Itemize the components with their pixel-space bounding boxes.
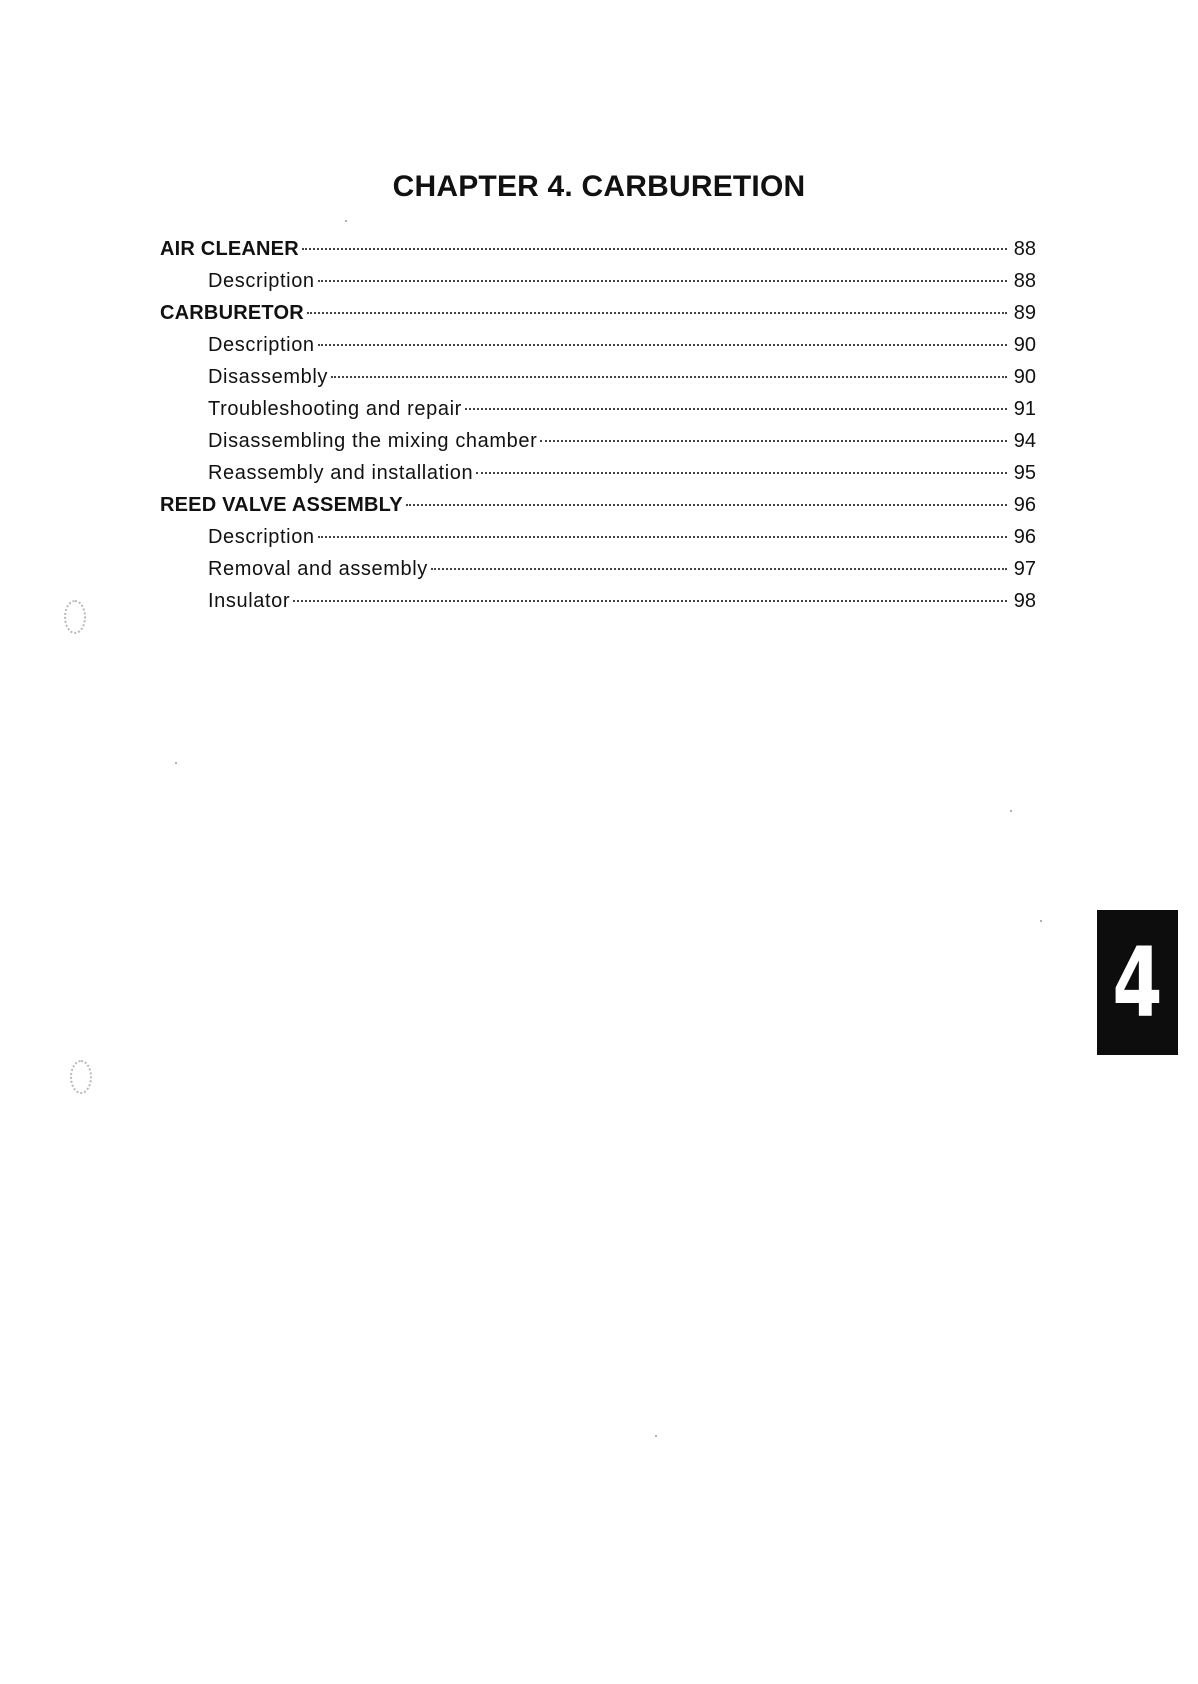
toc-subsection-entry[interactable] bbox=[160, 425, 1036, 457]
toc-dot-leader bbox=[318, 344, 1007, 346]
toc-entry-label: Insulator bbox=[208, 590, 291, 612]
toc-entry-label: Description bbox=[208, 270, 315, 292]
scan-speck bbox=[345, 220, 347, 222]
toc-subsection-entry[interactable] bbox=[160, 585, 1036, 617]
scan-speck bbox=[1010, 810, 1012, 812]
toc-subsection-entry[interactable] bbox=[160, 553, 1036, 585]
toc-subsection-entry[interactable] bbox=[160, 361, 1036, 393]
scan-speck bbox=[1040, 920, 1042, 922]
toc-section-entry[interactable] bbox=[160, 297, 1036, 329]
toc-entry-page-number: 94 bbox=[1013, 430, 1036, 452]
toc-dot-leader bbox=[476, 472, 1007, 474]
toc-entry-page-number: 90 bbox=[1013, 366, 1036, 388]
toc-entry-label: Description bbox=[208, 526, 315, 548]
toc-dot-leader bbox=[318, 536, 1007, 538]
toc-dot-leader bbox=[465, 408, 1007, 410]
scan-speck bbox=[175, 762, 177, 764]
toc-dot-leader bbox=[406, 504, 1007, 506]
toc-entry-label: CARBURETOR bbox=[160, 302, 304, 324]
toc-subsection-entry[interactable] bbox=[160, 521, 1036, 553]
chapter-tab bbox=[1097, 910, 1178, 1055]
toc-entry-page-number: 97 bbox=[1013, 558, 1036, 580]
binder-hole-mark-top bbox=[64, 600, 86, 634]
toc-entry-label: Description bbox=[208, 334, 315, 356]
toc-dot-leader bbox=[431, 568, 1007, 570]
table-of-contents bbox=[160, 233, 1036, 617]
toc-entry-label: Reassembly and installation bbox=[208, 462, 474, 484]
toc-subsection-entry[interactable] bbox=[160, 329, 1036, 361]
toc-dot-leader bbox=[307, 312, 1007, 314]
toc-subsection-entry[interactable] bbox=[160, 393, 1036, 425]
toc-section-entry[interactable] bbox=[160, 233, 1036, 265]
binder-hole-mark-bottom bbox=[70, 1060, 92, 1094]
scan-speck bbox=[655, 1435, 657, 1437]
toc-subsection-entry[interactable] bbox=[160, 265, 1036, 297]
toc-entry-label: Disassembling the mixing chamber bbox=[208, 430, 538, 452]
toc-entry-page-number: 98 bbox=[1013, 590, 1036, 612]
toc-entry-page-number: 95 bbox=[1013, 462, 1036, 484]
toc-section-entry[interactable] bbox=[160, 489, 1036, 521]
page-title: CHAPTER 4. CARBURETION bbox=[392, 170, 806, 204]
toc-entry-page-number: 90 bbox=[1013, 334, 1036, 356]
toc-dot-leader bbox=[302, 248, 1007, 250]
chapter-tab-number: 4 bbox=[1112, 926, 1163, 1039]
toc-entry-page-number: 89 bbox=[1013, 302, 1036, 324]
toc-entry-label: Removal and assembly bbox=[208, 558, 428, 580]
toc-entry-page-number: 96 bbox=[1013, 526, 1036, 548]
toc-entry-page-number: 91 bbox=[1013, 398, 1036, 420]
toc-entry-page-number: 88 bbox=[1013, 270, 1036, 292]
toc-entry-page-number: 96 bbox=[1013, 494, 1036, 516]
toc-entry-label: AIR CLEANER bbox=[160, 238, 299, 260]
toc-dot-leader bbox=[318, 280, 1007, 282]
toc-entry-label: Disassembly bbox=[208, 366, 328, 388]
toc-entry-page-number: 88 bbox=[1013, 238, 1036, 260]
toc-dot-leader bbox=[293, 600, 1007, 602]
toc-dot-leader bbox=[331, 376, 1007, 378]
toc-dot-leader bbox=[540, 440, 1007, 442]
toc-entry-label: REED VALVE ASSEMBLY bbox=[160, 494, 403, 516]
toc-subsection-entry[interactable] bbox=[160, 457, 1036, 489]
toc-entry-label: Troubleshooting and repair bbox=[208, 398, 462, 420]
